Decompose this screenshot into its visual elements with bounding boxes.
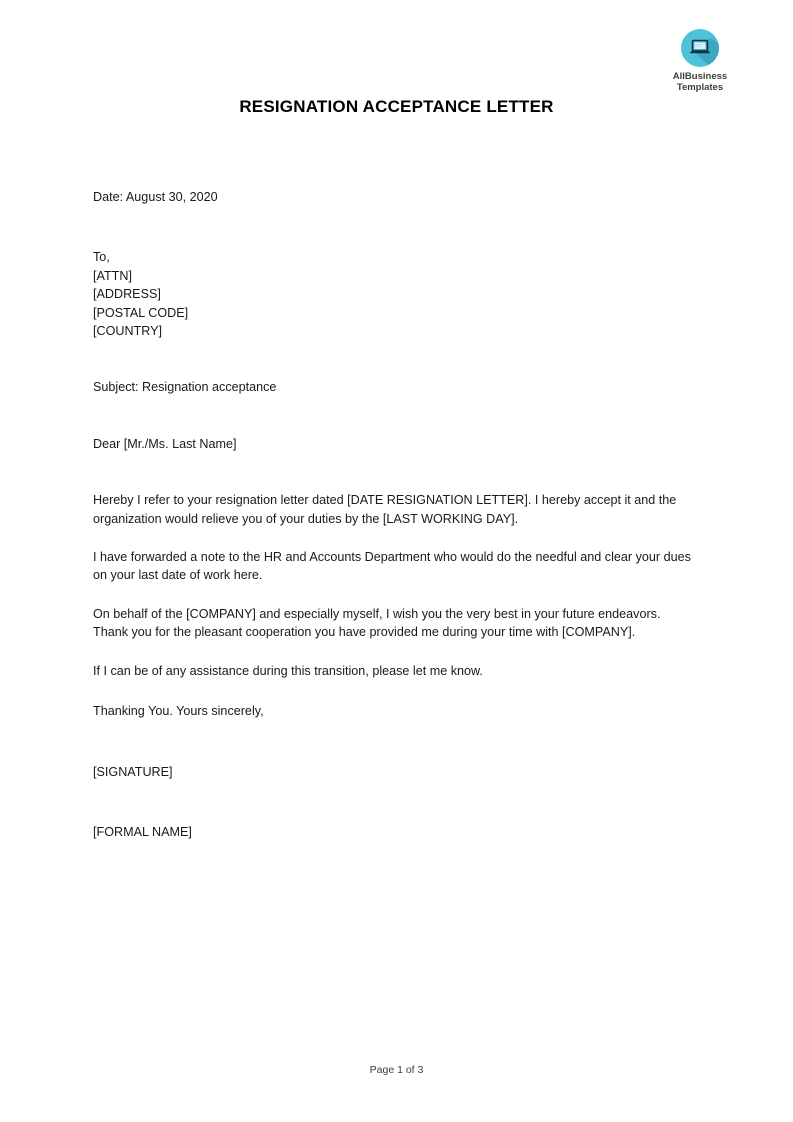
- recipient-line: To,: [93, 250, 110, 265]
- page-footer: Page 1 of 3: [369, 1064, 424, 1076]
- date-line: Date: August 30, 2020: [93, 190, 218, 204]
- spacer: [93, 781, 697, 823]
- spacer: [93, 340, 697, 378]
- recipient-block: [93, 248, 697, 340]
- body-paragraph: If I can be of any assistance during this transition, please let me know.: [93, 663, 483, 678]
- page-title: RESIGNATION ACCEPTANCE LETTER: [239, 97, 554, 116]
- signature-placeholder: [SIGNATURE]: [93, 764, 173, 779]
- spacer: [93, 721, 697, 763]
- spacer: [93, 206, 697, 248]
- brand-name: [659, 71, 741, 93]
- spacer: [93, 453, 697, 491]
- brand-name-line2: Templates: [676, 82, 724, 93]
- recipient-line: [POSTAL CODE]: [93, 305, 189, 320]
- brand-logo: [659, 28, 741, 93]
- recipient-line: [ATTN]: [93, 268, 132, 283]
- closing-line: Thanking You. Yours sincerely,: [93, 704, 264, 719]
- subject-line: Subject: Resignation acceptance: [93, 380, 277, 395]
- letter-body: [93, 188, 697, 841]
- brand-name-line1: AllBusiness: [672, 71, 728, 82]
- formal-name-placeholder: [FORMAL NAME]: [93, 824, 192, 839]
- laptop-icon: [680, 28, 720, 68]
- body-paragraph: Hereby I refer to your resignation letter dated [DATE RESIGNATION LETTER]. I hereby accept it and the organization would relieve you of your duties by the [LAST WORKING DAY].: [93, 493, 677, 526]
- recipient-line: [COUNTRY]: [93, 324, 163, 339]
- salutation-line: Dear [Mr./Ms. Last Name]: [93, 436, 237, 451]
- body-paragraph: On behalf of the [COMPANY] and especially myself, I wish you the very best in your future endeavors. Thank you for the pleasant cooperation you have provided me during your time with [COMPANY].: [93, 606, 661, 640]
- spacer: [93, 397, 697, 435]
- recipient-line: [ADDRESS]: [93, 287, 161, 302]
- spacer: [93, 680, 697, 702]
- body-paragraph: I have forwarded a note to the HR and Accounts Department who would do the needful and clear your dues on your last date of work here.: [93, 550, 691, 583]
